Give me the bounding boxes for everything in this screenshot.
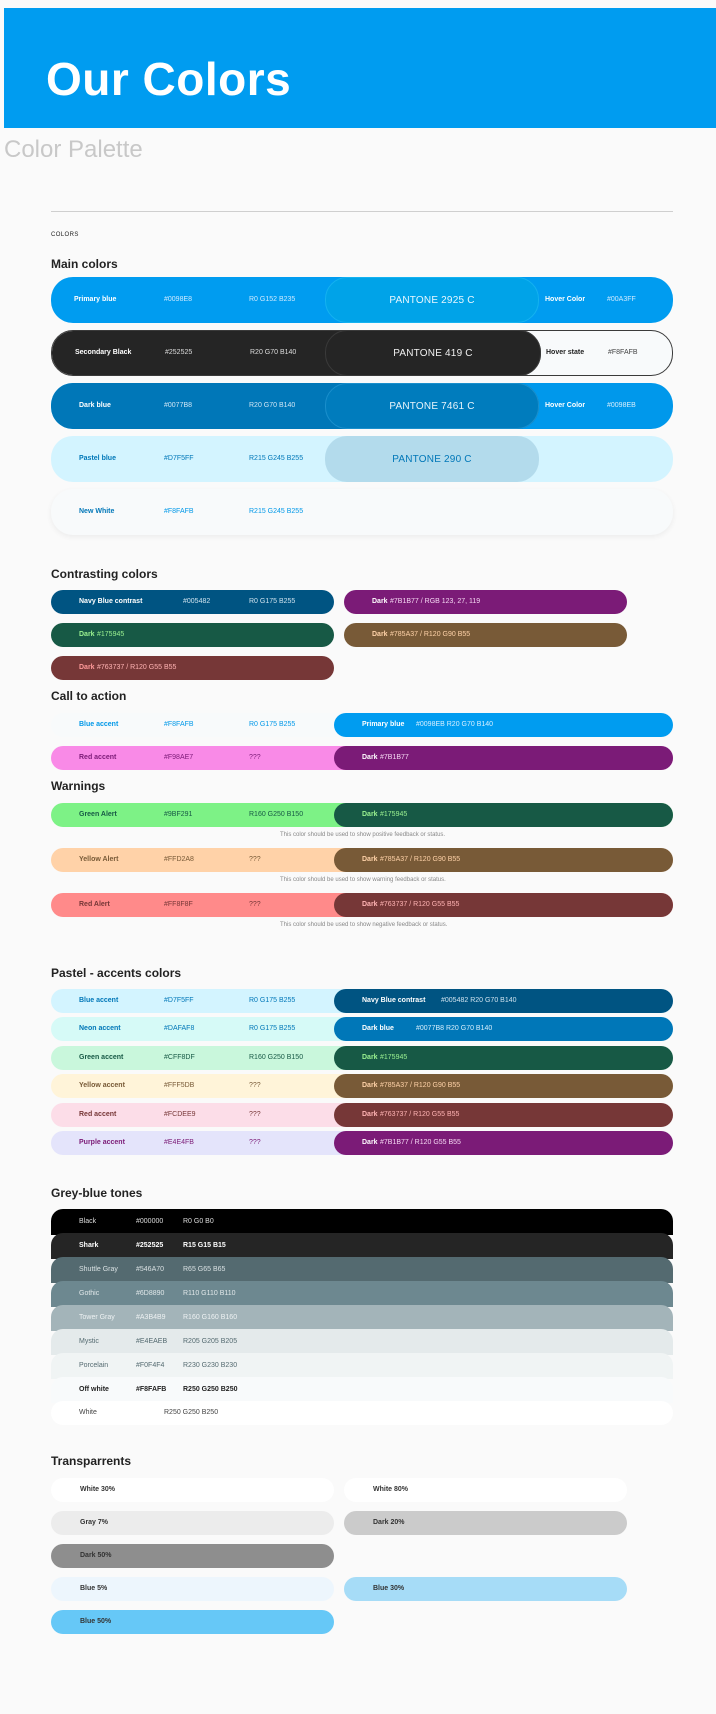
tone-porcelain <box>51 1353 673 1379</box>
swatch-value: #763737 / R120 G55 B55 <box>380 1111 460 1118</box>
swatch-rgb: ??? <box>249 754 261 761</box>
tone-rgb: R250 G250 B250 <box>164 1409 219 1416</box>
swatch-hex: #0098E8 <box>164 296 193 303</box>
swatch-dark-50 <box>51 1544 334 1568</box>
tone-name: Tower Gray <box>79 1314 115 1321</box>
swatch-name: Blue 50% <box>80 1618 112 1625</box>
swatch-name: Gray 7% <box>80 1519 109 1526</box>
swatch-hex: #F8FAFB <box>164 721 194 728</box>
swatch-name: White 80% <box>373 1486 409 1493</box>
swatch-name: Red Alert <box>79 901 110 908</box>
swatch-red-accent-cta <box>51 746 673 770</box>
red-alert-note: This color should be used to show negative feedback or status. <box>280 922 448 928</box>
tone-off-white <box>51 1377 673 1403</box>
tone-hex: #000000 <box>136 1218 164 1225</box>
swatch-name: Secondary Black <box>75 349 132 356</box>
tone-mystic <box>51 1329 673 1355</box>
swatch-name: Dark blue <box>362 1025 394 1032</box>
tone-rgb: R15 G15 B15 <box>183 1242 226 1249</box>
main-colors-heading: Main colors <box>51 257 118 271</box>
tone-tower-gray <box>51 1305 673 1331</box>
swatch-name: New White <box>79 508 115 515</box>
swatch-value: #175945 <box>380 811 408 818</box>
swatch-rgb: R20 G70 B140 <box>250 349 297 356</box>
swatch-rgb: R215 G245 B255 <box>249 508 304 515</box>
swatch-secondary-black <box>51 330 673 376</box>
cta-heading: Call to action <box>51 689 127 703</box>
swatch-name: Dark <box>362 856 378 863</box>
swatch-primary-blue <box>51 277 673 323</box>
tone-hex: #A3B4B9 <box>136 1314 166 1321</box>
swatch-name: White 30% <box>80 1486 116 1493</box>
swatch-value: #175945 <box>97 631 125 638</box>
tone-rgb: R110 G110 B110 <box>183 1290 236 1297</box>
swatch-name: Dark <box>372 598 388 605</box>
swatch-green-accent <box>51 1046 673 1070</box>
pantone-chip: PANTONE 290 C <box>325 436 539 482</box>
swatch-value: #175945 <box>380 1054 408 1061</box>
swatch-name: Pastel blue <box>79 455 116 462</box>
swatch-name: Dark <box>362 1082 378 1089</box>
swatch-red-alert <box>51 893 673 917</box>
swatch-name: Neon accent <box>79 1025 121 1032</box>
swatch-rgb: R20 G70 B140 <box>249 402 296 409</box>
swatch-hex: #FCDEE9 <box>164 1111 196 1118</box>
swatch-dark-green <box>51 623 334 647</box>
green-alert-note: This color should be used to show positive feedback or status. <box>280 832 446 838</box>
tone-name: Black <box>79 1218 97 1225</box>
swatch-name: Blue accent <box>79 997 119 1004</box>
swatch-green-alert <box>51 803 673 827</box>
tone-hex: #F0F4F4 <box>136 1362 165 1369</box>
swatch-name: Navy Blue contrast <box>79 598 143 605</box>
swatch-rgb: R0 G152 B235 <box>249 296 296 303</box>
swatch-hex: #F98AE7 <box>164 754 194 761</box>
swatch-yellow-alert <box>51 848 673 872</box>
swatch-red-accent <box>51 1103 673 1127</box>
swatch-name: Dark 20% <box>373 1519 405 1526</box>
swatch-white-80 <box>344 1478 627 1502</box>
swatch-rgb: ??? <box>249 1082 261 1089</box>
tone-hex: #E4EAEB <box>136 1338 168 1345</box>
swatch-rgb: R0 G175 B255 <box>249 721 296 728</box>
tone-black <box>51 1209 673 1235</box>
swatch-hex: #0077B8 <box>164 402 193 409</box>
swatch-blue-30 <box>344 1577 627 1601</box>
swatch-rgb: ??? <box>249 1139 261 1146</box>
swatch-value: #005482 R20 G70 B140 <box>441 997 517 1004</box>
swatch-hex: #F8FAFB <box>164 508 194 515</box>
tone-hex: #F8FAFB <box>136 1386 167 1393</box>
swatch-value: #7B1B77 / R120 G55 B55 <box>380 1139 461 1146</box>
swatch-name: Green accent <box>79 1054 124 1061</box>
swatch-value: #7B1B77 / RGB 123, 27, 119 <box>390 598 481 605</box>
swatch-value: #7B1B77 <box>380 754 409 761</box>
swatch-value: #763737 / R120 G55 B55 <box>380 901 460 908</box>
swatch-dark-purple <box>344 590 627 614</box>
swatch-hex: #FFD2A8 <box>164 856 194 863</box>
swatch-hex: #FF8F8F <box>164 901 193 908</box>
swatch-name: Green Alert <box>79 811 117 818</box>
yellow-alert-note: This color should be used to show warning feedback or status. <box>280 877 446 883</box>
swatch-value: #0098EB R20 G70 B140 <box>416 721 494 728</box>
swatch-name: Dark <box>372 631 388 638</box>
tone-name: White <box>79 1409 97 1416</box>
transparents-heading: Transparrents <box>51 1454 132 1468</box>
swatch-rgb: R0 G175 B255 <box>249 997 296 1004</box>
tone-hex: #546A70 <box>136 1266 165 1273</box>
swatch-name: Blue accent <box>79 721 119 728</box>
swatch-value: #763737 / R120 G55 B55 <box>97 664 177 671</box>
swatch-hex: #D7F5FF <box>164 455 194 462</box>
swatch-dark-blue <box>51 383 673 429</box>
swatch-rgb: R0 G175 B255 <box>249 1025 296 1032</box>
swatch-pastel-blue-accent <box>51 989 673 1013</box>
swatch-rgb: R160 G250 B150 <box>249 1054 304 1061</box>
swatch-blue-accent-cta <box>51 713 673 737</box>
colors-label: COLORS <box>51 232 79 238</box>
tone-name: Porcelain <box>79 1362 109 1369</box>
swatch-white-30 <box>51 1478 334 1502</box>
tone-name: Mystic <box>79 1338 99 1345</box>
swatch-hex: #DAFAF8 <box>164 1025 195 1032</box>
swatch-value: #785A37 / R120 G90 B55 <box>380 1082 461 1089</box>
swatch-name: Dark 50% <box>80 1552 112 1559</box>
swatch-name: Dark <box>362 1054 378 1061</box>
tone-name: Gothic <box>79 1290 100 1297</box>
tone-gothic <box>51 1281 673 1307</box>
swatch-dark-red <box>51 656 334 680</box>
hover-label: Hover state <box>546 349 585 356</box>
swatch-hex: #252525 <box>165 349 193 356</box>
hover-hex: #00A3FF <box>607 296 636 303</box>
tone-name: Shark <box>79 1242 99 1249</box>
swatch-hex: #FFF5DB <box>164 1082 195 1089</box>
swatch-name: Dark blue <box>79 402 111 409</box>
swatch-name: Red accent <box>79 1111 117 1118</box>
swatch-value: #785A37 / R120 G90 B55 <box>380 856 461 863</box>
swatch-value: #785A37 / R120 G90 B55 <box>390 631 471 638</box>
swatch-name: Navy Blue contrast <box>362 997 426 1004</box>
swatch-hex: #CFF8DF <box>164 1054 195 1061</box>
swatch-rgb: ??? <box>249 1111 261 1118</box>
hover-label: Hover Color <box>545 296 586 303</box>
page-title: Our Colors <box>46 53 292 105</box>
swatch-name: Dark <box>79 631 95 638</box>
swatch-name: Dark <box>362 901 378 908</box>
swatch-value: #0077B8 R20 G70 B140 <box>416 1025 493 1032</box>
swatch-navy-contrast <box>51 590 334 614</box>
tone-rgb: R205 G205 B205 <box>183 1338 238 1345</box>
pastel-heading: Pastel - accents colors <box>51 966 182 980</box>
tone-hex: #6D8890 <box>136 1290 165 1297</box>
swatch-rgb: ??? <box>249 901 261 908</box>
hover-hex: #0098EB <box>607 402 636 409</box>
swatch-hex: #005482 <box>183 598 211 605</box>
swatch-blue-50 <box>51 1610 334 1634</box>
swatch-name: Primary blue <box>362 721 405 728</box>
swatch-yellow-accent <box>51 1074 673 1098</box>
swatch-gray-7 <box>51 1511 334 1535</box>
hero-banner <box>4 8 716 128</box>
pantone-chip: PANTONE 2925 C <box>325 277 539 323</box>
swatch-pastel-blue <box>51 436 673 482</box>
tone-rgb: R65 G65 B65 <box>183 1266 226 1273</box>
tone-name: Off white <box>79 1386 109 1393</box>
tone-shuttle-gray <box>51 1257 673 1283</box>
swatch-neon-accent <box>51 1017 673 1041</box>
warnings-heading: Warnings <box>51 779 106 793</box>
pantone-chip: PANTONE 419 C <box>325 330 541 376</box>
swatch-blue-5 <box>51 1577 334 1601</box>
palette-title: Color Palette <box>4 136 143 163</box>
swatch-dark-brown <box>344 623 627 647</box>
swatch-name: Dark <box>79 664 95 671</box>
tone-rgb: R230 G230 B230 <box>183 1362 238 1369</box>
swatch-name: Yellow accent <box>79 1082 125 1089</box>
hover-hex: #F8FAFB <box>608 349 638 356</box>
swatch-name: Dark <box>362 1139 378 1146</box>
swatch-name: Red accent <box>79 754 117 761</box>
tone-white <box>51 1401 673 1425</box>
swatch-name: Dark <box>362 1111 378 1118</box>
swatch-name: Purple accent <box>79 1139 125 1146</box>
swatch-hex: #9BF291 <box>164 811 193 818</box>
swatch-new-white <box>51 489 673 535</box>
tone-rgb: R250 G250 B250 <box>183 1386 238 1393</box>
swatch-hex: #E4E4FB <box>164 1139 194 1146</box>
swatch-purple-accent <box>51 1131 673 1155</box>
contrasting-heading: Contrasting colors <box>51 567 158 581</box>
swatch-name: Blue 30% <box>373 1585 405 1592</box>
tone-shark <box>51 1233 673 1259</box>
tone-rgb: R0 G0 B0 <box>183 1218 214 1225</box>
grey-heading: Grey-blue tones <box>51 1186 143 1200</box>
swatch-name: Blue 5% <box>80 1585 108 1592</box>
swatch-rgb: R0 G175 B255 <box>249 598 296 605</box>
swatch-rgb: R215 G245 B255 <box>249 455 304 462</box>
divider <box>51 211 673 212</box>
swatch-dark-20 <box>344 1511 627 1535</box>
swatch-name: Dark <box>362 811 378 818</box>
swatch-rgb: ??? <box>249 856 261 863</box>
swatch-name: Dark <box>362 754 378 761</box>
swatch-name: Yellow Alert <box>79 856 119 863</box>
swatch-hex: #D7F5FF <box>164 997 194 1004</box>
tone-name: Shuttle Gray <box>79 1266 118 1273</box>
swatch-name: Primary blue <box>74 296 117 303</box>
tone-rgb: R160 G160 B160 <box>183 1314 238 1321</box>
pantone-chip: PANTONE 7461 C <box>325 383 539 429</box>
tone-hex: #252525 <box>136 1242 164 1249</box>
hover-label: Hover Color <box>545 402 586 409</box>
swatch-rgb: R160 G250 B150 <box>249 811 304 818</box>
